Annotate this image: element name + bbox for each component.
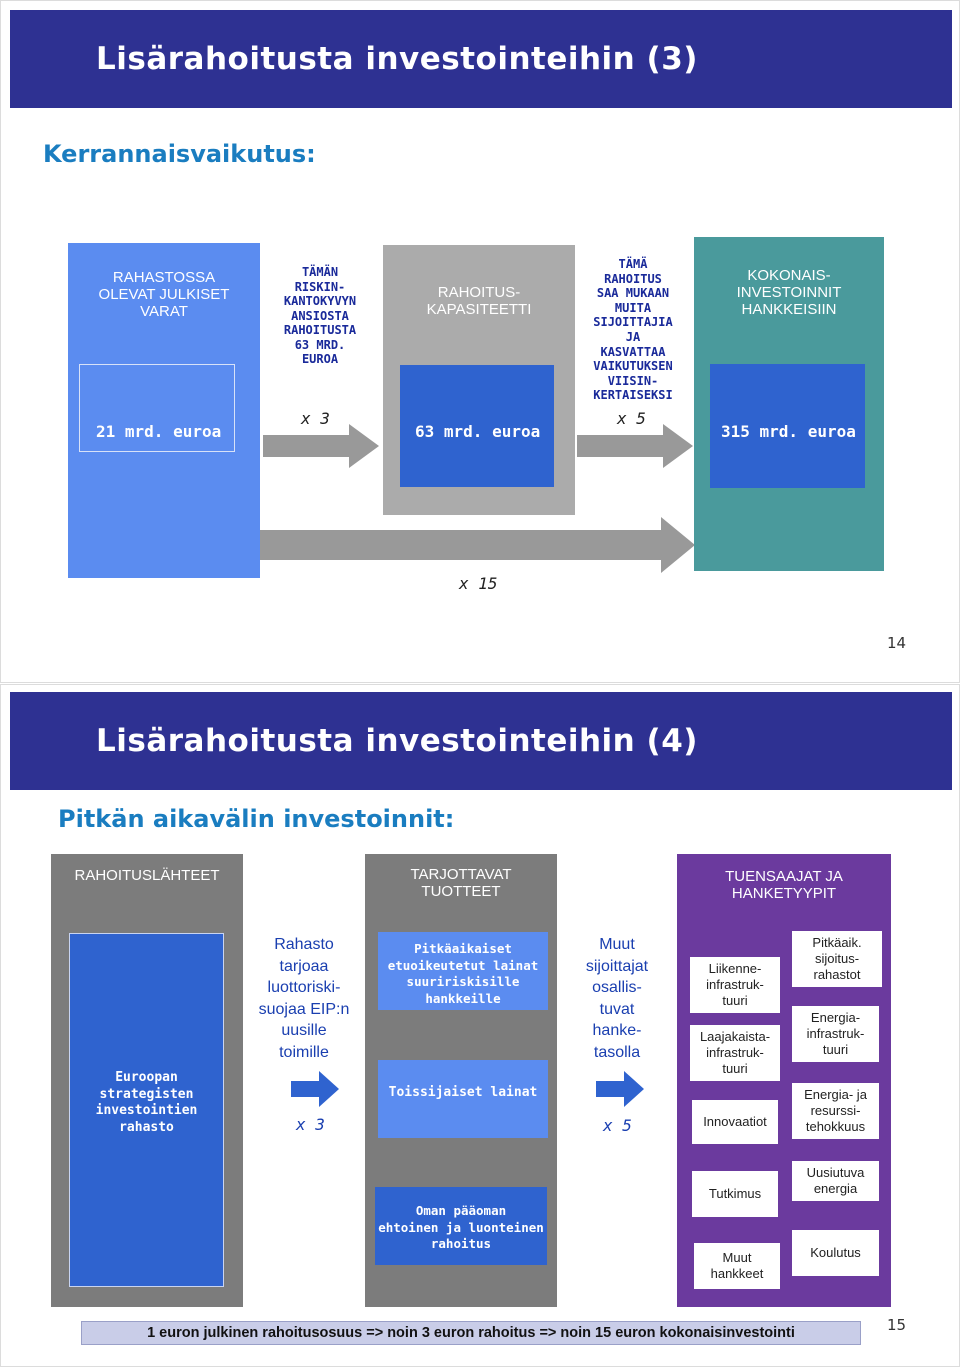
target-education: Koulutus	[792, 1230, 879, 1276]
step1-text: TÄMÄN RISKIN- KANTOKYVYN ANSIOSTA RAHOITUSTA 63 MRD. EUROA	[283, 265, 357, 366]
step2-mult-2: x 5	[603, 1116, 632, 1135]
col1-label: RAHASTOSSA OLEVAT JULKISET VARAT	[98, 269, 230, 320]
slide-2-title: Lisärahoitusta investointeihin (4)	[10, 692, 952, 790]
product-equity: Oman pääoman ehtoinen ja luonteinen rahoitus	[378, 1203, 544, 1251]
sources-header: RAHOITUSLÄHTEET	[74, 867, 220, 884]
page-number-15: 15	[887, 1316, 907, 1334]
footer-bar	[81, 1321, 861, 1345]
beneficiaries-header: TUENSAAJAT JA HANKETYYPIT	[725, 868, 843, 902]
col2-amount: 63 mrd. euroa	[415, 422, 541, 441]
total-arrow-icon	[259, 517, 699, 573]
target-broadband: Laajakaista- infrastruk- tuuri	[690, 1025, 780, 1081]
product-senior-loans: Pitkäaikaiset etuoikeutetut lainat suuririskisille hankkeille	[387, 941, 539, 1006]
col3-label: KOKONAIS- INVESTOINNIT HANKKEISIIN	[736, 267, 842, 318]
total-multiplier: x 15	[459, 574, 498, 593]
step2-desc: Muut sijoittajat osallis- tuvat hanke- tasolla	[585, 936, 649, 1061]
step2-arrow-icon-2	[596, 1071, 646, 1107]
target-renewable: Uusiutuva energia	[792, 1161, 879, 1201]
step1-multiplier: x 3	[301, 409, 330, 428]
target-energy-efficiency: Energia- ja resurssi- tehokkuus	[792, 1083, 879, 1139]
footer-text: 1 euron julkinen rahoitusosuus => noin 3 euron rahoitus => noin 15 euron kokonaisinvestointi	[147, 1325, 795, 1341]
slide-1	[0, 0, 960, 683]
step1-desc: Rahasto tarjoaa luottoriski- suojaa EIP:n uusille toimille	[258, 936, 350, 1061]
col1-amount: 21 mrd. euroa	[96, 422, 222, 441]
step1-arrow-icon	[263, 424, 383, 468]
target-transport: Liikenne- infrastruk- tuuri	[690, 957, 780, 1013]
target-energy-infra: Energia- infrastruk- tuuri	[792, 1006, 879, 1062]
col3-amount: 315 mrd. euroa	[721, 422, 856, 441]
products-header: TARJOTTAVAT TUOTTEET	[410, 866, 512, 900]
step2-arrow-icon	[577, 424, 697, 468]
page-number-14: 14	[887, 634, 907, 652]
efsi-label: Euroopan strategisten investointien rahasto	[95, 1070, 198, 1135]
target-other-projects: Muut hankkeet	[694, 1243, 780, 1289]
step2-text: TÄMÄ RAHOITUS SAA MUKAAN MUITA SIJOITTAJIA JA KASVATTAA VAIKUTUKSEN VIISIN- KERTAISEKSI	[593, 257, 673, 403]
target-research: Tutkimus	[692, 1171, 778, 1217]
slide-1-title: Lisärahoitusta investointeihin (3)	[10, 10, 952, 108]
step2-multiplier: x 5	[617, 409, 646, 428]
target-longterm-funds: Pitkäaik. sijoitus- rahastot	[792, 931, 882, 987]
slide-2-subtitle: Pitkän aikavälin investoinnit:	[58, 805, 455, 833]
product-subordinated: Toissijaiset lainat	[388, 1085, 538, 1100]
slide-1-subtitle: Kerrannaisvaikutus:	[43, 140, 316, 168]
step1-mult-2: x 3	[296, 1115, 325, 1134]
target-innovation: Innovaatiot	[692, 1100, 778, 1144]
step1-arrow-icon-2	[291, 1071, 341, 1107]
slide-2	[0, 684, 960, 1367]
col2-label: RAHOITUS- KAPASITEETTI	[426, 284, 532, 318]
